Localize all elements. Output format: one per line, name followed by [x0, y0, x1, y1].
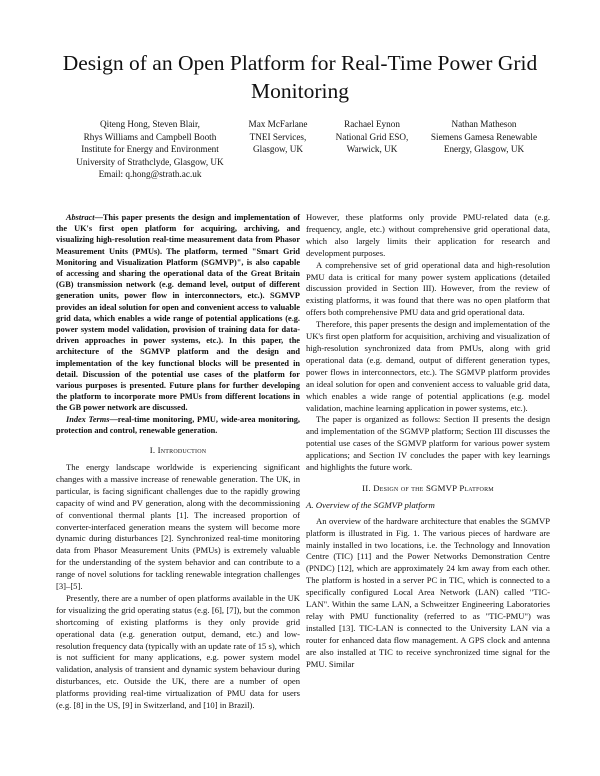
body-paragraph: The paper is organized as follows: Section II presents the design and implementation of the SGMVP platform; Section III discusses the potential use cases of the SGMVP platform for various power system applications; and Section IV concludes the paper with key learnings and highlights the future work.	[306, 414, 550, 473]
author-line: Siemens Gamesa Renewable	[430, 131, 538, 142]
right-column	[306, 212, 550, 671]
author-line: TNEI Services,	[249, 131, 307, 142]
author-line: Rhys Williams and Campbell Booth	[83, 131, 217, 142]
section-heading-design: II. Design of the SGMVP Platform	[362, 482, 494, 493]
author-email: Email: q.hong@strath.ac.uk	[98, 169, 202, 179]
author-line: Rachael Eynon	[344, 119, 400, 129]
left-column	[56, 212, 300, 712]
author-line: Qiteng Hong, Steven Blair,	[100, 119, 200, 129]
author-line: Energy, Glasgow, UK	[443, 144, 525, 154]
index-terms	[56, 414, 300, 436]
body-paragraph: The energy landscape worldwide is experiencing significant changes with a massive increase of renewable generation. The UK, in particular, is facing significant challenges due to the rapidly growing capacity of wind and PV generation, along with the decommissioning of conventional thermal plants [1]. The increased proportion of converter-interfaced generation means the system will become more dynamic during disturbances [2]. Synchronized real-time monitoring data from Phasor Measurement Units (PMUs) is extremely valuable for the understanding of the system behavior and can contribute to a range of novel solutions for tackling renewable integration challenges [3]–[5].	[56, 461, 300, 592]
author-block-national-grid	[320, 118, 424, 156]
index-terms-text: —real-time monitoring, PMU, wide-area monitoring, protection and control, renewable generation.	[56, 414, 301, 435]
author-line: Institute for Energy and Environment	[81, 144, 219, 154]
abstract	[56, 212, 300, 414]
body-paragraph: Presently, there are a number of open platforms available in the UK for visualizing the grid operating status (e.g. [6], [7]), but the common shortcoming of existing platforms is they only provide grid operational data (e.g. generation output, demand, etc.) and low-resolution frequency data (typically with an update rate of 15 s), which is not sufficient for many applications, e.g. power system model validation, analysis of transient and dynamic system behaviour during disturbances, etc. Outside the UK, there are a number of open platforms providing real-time virtualization of PMU data for users (e.g. [8] in the US, [9] in Switzerland, and [10] in Brazil).	[56, 592, 300, 711]
author-block-strathclyde	[52, 118, 248, 181]
author-block-siemens	[410, 118, 558, 156]
index-terms-label: Index Terms	[66, 414, 110, 424]
abstract-text: —This paper presents the design and implementation of the UK's first open platform for acquiring, archiving, and visualizing high-resolution real-time measurement data from Phasor Measurement Units (PMUs). The platform, termed "Smart Grid Monitoring and Visualization Platform (SGMVP)", is also capable of accessing and sharing the operational data of the Great Britain (GB) transmission network (e.g. demand level, output of different generation units, power flow in interconnectors, etc.). SGMVP provides an ideal solution for open and convenient access to valuable grid data, which enables a wide range of potential applications (e.g. power system model validation, provision of training data for data-driven approaches in power systems, etc.). In this paper, the architecture of the SGMVP platform and the design and implementation of the key functional blocks will be presented in detail. Discussion of the potential use cases of the platform for various purposes is presented. Future plans for further developing the platform to incorporate more PMUs from different locations in the GB power network are discussed.	[56, 213, 300, 413]
body-paragraph: However, these platforms only provide PMU-related data (e.g. frequency, angle, etc.) without comprehensive grid operational data, which also largely limits their application for research and development purposes.	[306, 212, 550, 258]
author-line: University of Strathclyde, Glasgow, UK	[76, 156, 224, 167]
author-line: Warwick, UK	[346, 144, 398, 154]
body-paragraph: A comprehensive set of grid operational data and high-resolution PMU data is critical for many power system applications (detailed discussion provided in Section III). However, from the review of existing platforms, it was found that there was no open platform that offers both comprehensive PMU data and grid operational data.	[306, 259, 550, 318]
author-line: Nathan Matheson	[451, 119, 517, 129]
section-heading-introduction: I. Introduction	[149, 445, 207, 456]
body-paragraph: Therefore, this paper presents the design and implementation of the UK's first open platform for acquisition, archiving and visualization of high-resolution synchronized data from PMUs, along with grid operational data (e.g. demand, output of different generation types, power flows in interconnectors, etc.). The SGMVP platform provides an ideal solution for open and convenient access to valuable grid data, which enables a wide range of potential applications (e.g. model validation, machine learning application in power systems, etc.).	[306, 319, 550, 413]
body-paragraph: An overview of the hardware architecture that enables the SGMVP platform is illustrated in Fig. 1. The various pieces of hardware are mainly installed in two locations, i.e. the Technology and Innovation Centre (TIC) [11] and the Power Networks Demonstration Centre (PNDC) [12], which are approximately 24 km away from each other. The platform is hosted in a server PC in TIC, which is connected to a specifically configured Local Area Network (LAN) called "TIC-LAN". Within the same LAN, a Schweitzer Engineering Laboratories relay with PMU functionality (referred to as "TIC-PMU") was installed [13]. TIC-LAN is connected to the University LAN via a router for enhanced data flow management. A GPS clock and antenna are also installed at TIC to receive synchronized time signal for the PMU. Similar	[306, 515, 550, 669]
abstract-label: Abstract	[66, 213, 95, 222]
author-line: Glasgow, UK	[253, 144, 303, 154]
author-block-tnei	[229, 118, 327, 156]
author-line: National Grid ESO,	[335, 131, 409, 142]
paper-title: Design of an Open Platform for Real-Time Power Grid Monitoring	[62, 51, 538, 103]
author-line: Max McFarlane	[248, 119, 308, 129]
subsection-heading-overview: A. Overview of the SGMVP platform	[306, 499, 435, 510]
